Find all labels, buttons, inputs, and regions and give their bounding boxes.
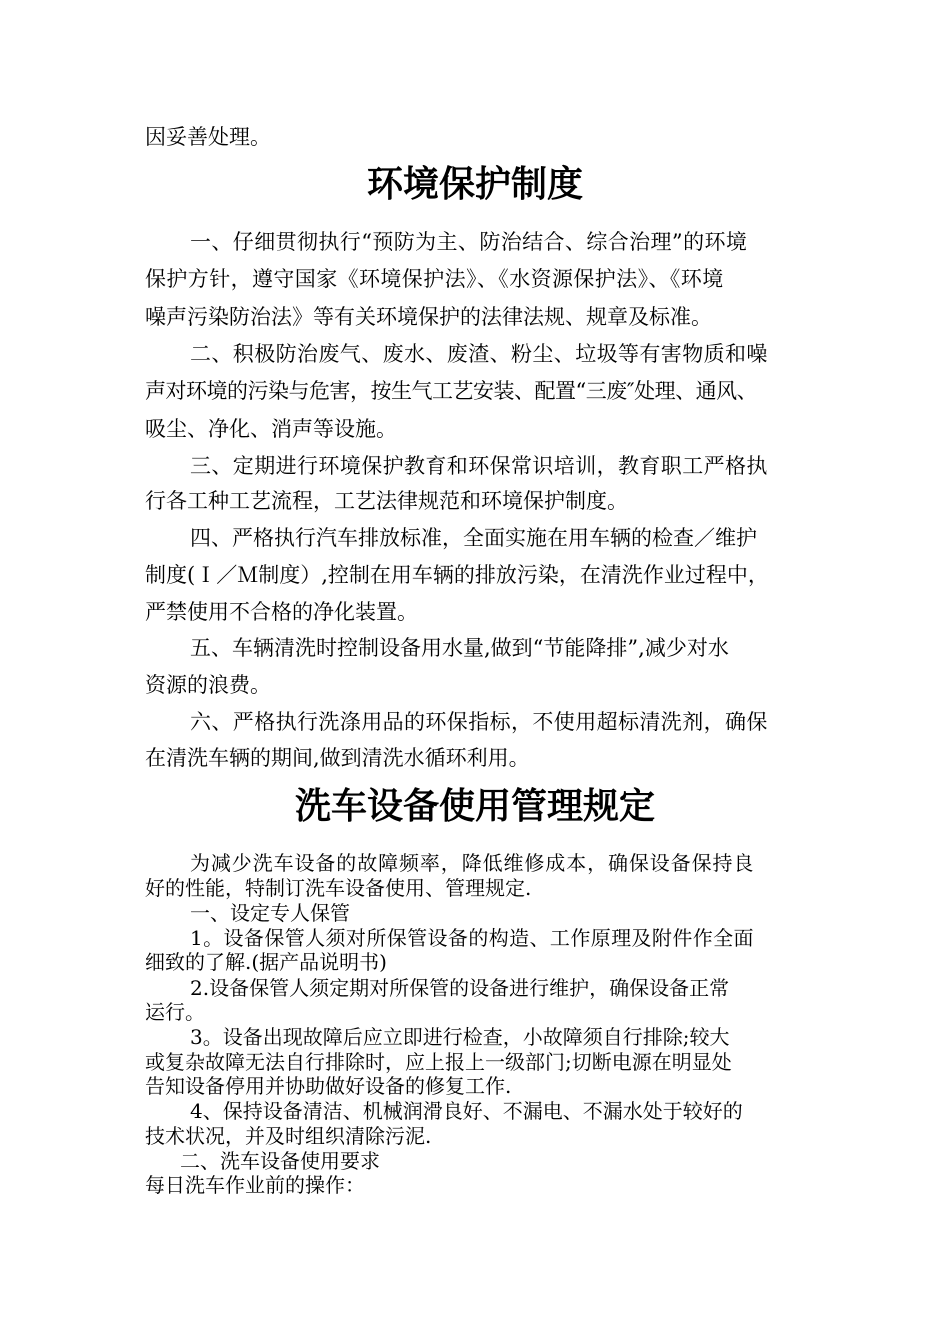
env-paragraph-2-line-1: 二、积极防治废气、废水、废渣、粉尘、垃圾等有害物质和噪 bbox=[190, 342, 768, 366]
wash-section-title: 洗车设备使用管理规定 bbox=[294, 786, 655, 827]
wash-intro-line-2: 好的性能，特制订洗车设备使用、管理规定. bbox=[145, 876, 532, 900]
env-paragraph-1-line-2: 保护方针，遵守国家《环境保护法》、《水资源保护法》、《环境 bbox=[145, 267, 724, 291]
env-paragraph-5-line-1: 五、车辆清洗时控制设备用水量,做到“节能降排”,减少对水 bbox=[190, 636, 729, 660]
env-paragraph-6-line-1: 六、严格执行洗涤用品的环保指标，不使用超标清洗剂，确保 bbox=[190, 710, 768, 734]
wash-item-1-line-1: 1。设备保管人须对所保管设备的构造、工作原理及附件作全面 bbox=[190, 926, 754, 950]
wash-item-1-line-2: 细致的了解.(据产品说明书) bbox=[145, 950, 387, 974]
wash-item-2-line-2: 运行。 bbox=[145, 1000, 205, 1024]
env-paragraph-2-line-3: 吸尘、净化、消声等设施。 bbox=[145, 417, 397, 441]
wash-item-3-line-1: 3。设备出现故障后应立即进行检查，小故障须自行排除;较大 bbox=[190, 1025, 730, 1049]
wash-heading-2: 二、洗车设备使用要求 bbox=[180, 1149, 380, 1173]
env-paragraph-1-line-3: 噪声污染防治法》等有关环境保护的法律法规、规章及标准。 bbox=[145, 305, 712, 329]
env-paragraph-3-line-2: 行各工种工艺流程，工艺法律规范和环境保护制度。 bbox=[145, 489, 628, 513]
continuation-text: 因妥善处理。 bbox=[145, 125, 271, 149]
wash-item-3-line-2: 或复杂故障无法自行排除时，应上报上一级部门;切断电源在明显处 bbox=[145, 1050, 732, 1074]
env-paragraph-1-line-1: 一、仔细贯彻执行“预防为主、防治结合、综合治理”的环境 bbox=[190, 230, 748, 254]
env-paragraph-4-line-1: 四、严格执行汽车排放标准，全面实施在用车辆的检查／维护 bbox=[190, 526, 757, 550]
env-paragraph-2-line-2: 声对环境的污染与危害，按生气工艺安装、配置“三废″处理、通风、 bbox=[145, 379, 758, 403]
env-paragraph-4-line-3: 严禁使用不合格的净化装置。 bbox=[145, 600, 418, 624]
wash-item-3-line-3: 告知设备停用并协助做好设备的修复工作. bbox=[145, 1074, 512, 1098]
wash-item-4-line-1: 4、保持设备清洁、机械润滑良好、不漏电、不漏水处于较好的 bbox=[190, 1099, 743, 1123]
wash-item-4-line-2: 技术状况，并及时组织清除污泥. bbox=[145, 1124, 432, 1148]
wash-pre-operation-label: 每日洗车作业前的操作： bbox=[145, 1173, 365, 1197]
env-paragraph-6-line-2: 在清洗车辆的期间,做到清洗水循环利用。 bbox=[145, 746, 530, 770]
wash-heading-1: 一、设定专人保管 bbox=[190, 901, 350, 925]
env-section-title: 环境保护制度 bbox=[366, 164, 583, 205]
env-paragraph-3-line-1: 三、定期进行环境保护教育和环保常识培训，教育职工严格执 bbox=[190, 454, 768, 478]
env-paragraph-5-line-2: 资源的浪费。 bbox=[145, 673, 271, 697]
wash-intro-line-1: 为减少洗车设备的故障频率，降低维修成本，确保设备保持良 bbox=[190, 851, 755, 875]
wash-item-2-line-1: 2.设备保管人须定期对所保管的设备进行维护，确保设备正常 bbox=[190, 976, 730, 1000]
env-paragraph-4-line-2: 制度(Ｉ／Ｍ制度）,控制在用车辆的排放污染，在清洗作业过程中， bbox=[145, 563, 769, 587]
